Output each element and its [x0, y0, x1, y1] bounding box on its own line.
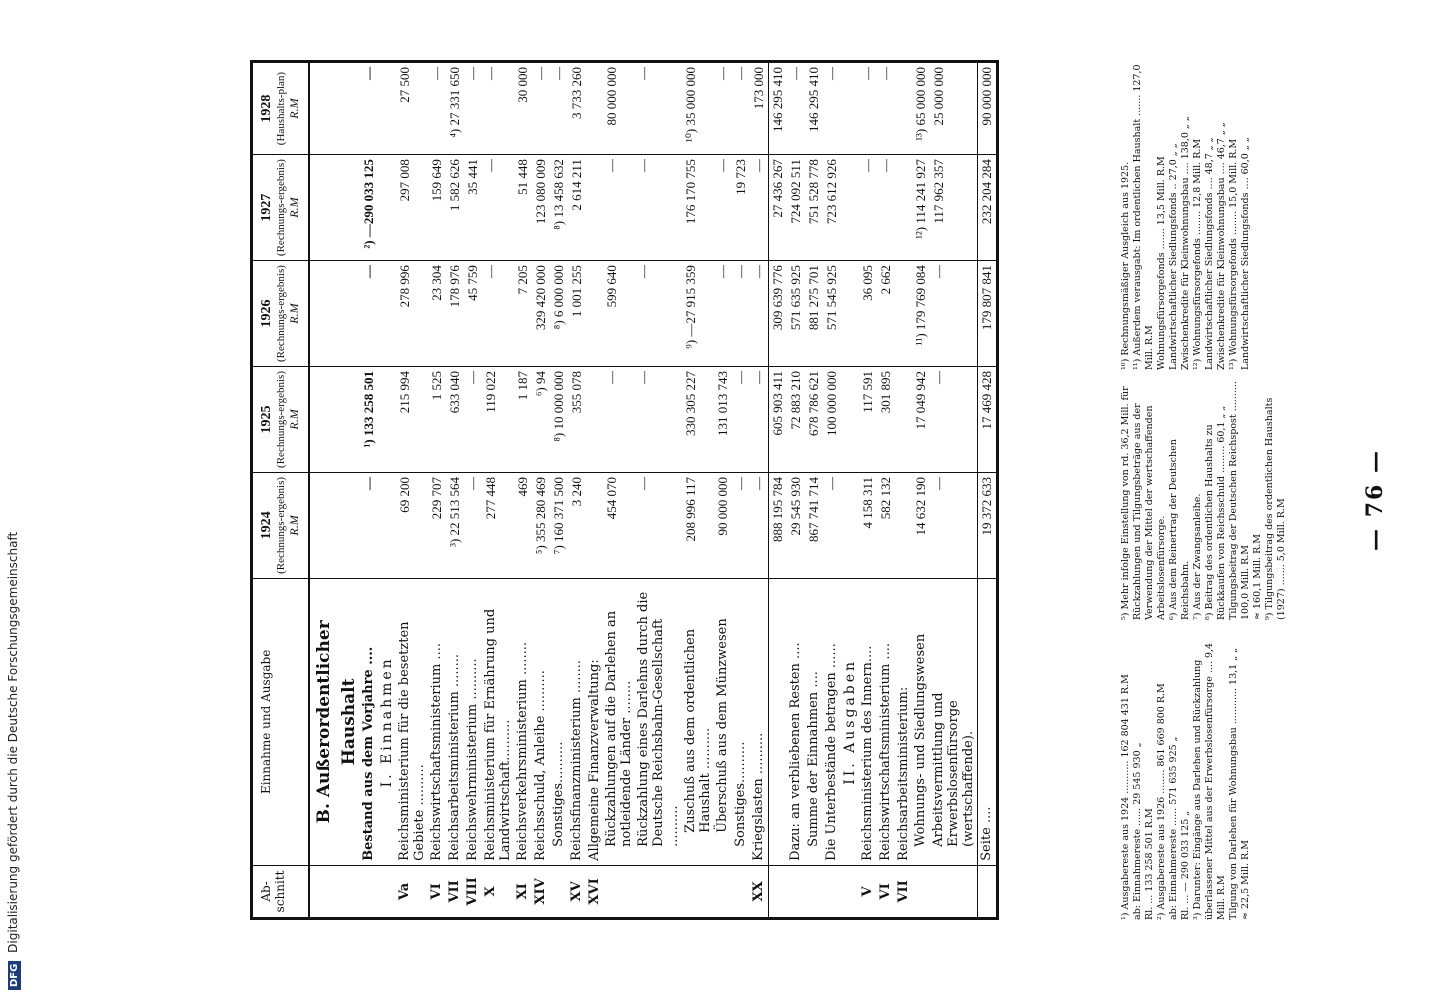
value-cell: 309 639 776 — [769, 261, 788, 367]
value-cell: 229 707 — [428, 472, 446, 578]
value-cell: — — [877, 155, 895, 261]
footnote: ⁵) Mehr infolge Einstellung von rd. 36,2 Mill. für Rückzahlungen und Tilgungsbeträge aus der Verwendung der Mittel der wertschaffenden Arbeitslosenfürsorge. — [1120, 386, 1167, 620]
table-subtitle — [335, 62, 360, 919]
footnote: ab: Einnahmereste ...... 29 545 930 „ — [1132, 742, 1143, 920]
description-cell: Reichsfinanzministerium ........ — [568, 578, 586, 865]
value-cell: — — [732, 261, 750, 367]
section-cell: VI — [428, 865, 446, 918]
page-number: — 76 — — [1362, 449, 1388, 551]
value-cell: 678 786 621 — [805, 367, 823, 473]
value-cell: ⁸) 10 000 000 — [550, 367, 568, 473]
footnote: ≈ 22,5 Mill. R.M — [1240, 840, 1251, 920]
footnote: ⁶) Aus dem Reinertrag der Deutschen Reichsbahn. — [1168, 439, 1191, 620]
heading-cell: Haushalt — [335, 578, 360, 865]
section-cell — [360, 865, 378, 918]
dfg-logo-icon: DFG — [8, 961, 21, 990]
section-cell — [309, 865, 335, 918]
value-cell: — — [732, 367, 750, 473]
summe-einnahmen-row — [805, 62, 823, 919]
value-cell: 582 132 — [877, 472, 895, 578]
value-cell: 297 008 — [396, 155, 428, 261]
value-cell: 176 170 755 — [682, 155, 714, 261]
value-cell: — — [750, 261, 769, 367]
footnotes-left — [1120, 630, 1252, 920]
value-cell: 4 158 311 — [859, 472, 877, 578]
value-cell: — — [930, 367, 978, 473]
value-cell: 23 304 — [428, 261, 446, 367]
footnote: Rl. ... — 290 033 125 „ — [1180, 810, 1191, 920]
value-cell: 173 000 — [750, 62, 769, 155]
value-cell: — — [930, 472, 978, 578]
description-cell: Reichsverkehrsministerium ........ — [514, 578, 532, 865]
value-cell: 278 996 — [396, 261, 428, 367]
value-cell: 1 525 — [428, 367, 446, 473]
header-year: 1925 (Rechnungs-ergebnis) R.M — [252, 367, 310, 473]
table-row — [568, 62, 586, 919]
unterbestaende-row — [823, 62, 841, 919]
value-cell: 232 204 284 — [978, 155, 998, 261]
value-cell — [378, 367, 396, 473]
value-cell: — — [635, 155, 682, 261]
value-cell: — — [360, 261, 378, 367]
value-cell: ¹³) 65 000 000 — [912, 62, 930, 155]
section-cell — [912, 865, 930, 918]
value-cell: — — [877, 62, 895, 155]
value-cell: — — [859, 62, 877, 155]
value-cell: 17 049 942 — [912, 367, 930, 473]
value-cell: 301 895 — [877, 367, 895, 473]
description-cell: Reichswirtschaftsministerium .... — [428, 578, 446, 865]
footnote: ³) Darunter: Eingänge aus Darlehen und Rückzahlung überlassener Mittel aus der Erwerbslosenfürsorge .... 9,4 Mill. R.M — [1192, 642, 1227, 920]
value-cell: 724 092 511 — [787, 155, 805, 261]
footnote: ⁷) Aus der Zwangsanleihe. — [1192, 493, 1203, 620]
value-cell: ⁵) 355 280 469 — [532, 472, 550, 578]
value-cell — [841, 155, 859, 261]
section-cell — [682, 865, 714, 918]
section-cell: VII — [446, 865, 464, 918]
value-cell — [841, 62, 859, 155]
value-cell: — — [482, 261, 514, 367]
section-cell: VII — [895, 865, 912, 918]
value-cell: — — [532, 62, 550, 155]
value-cell: ⁷) 160 371 500 — [550, 472, 568, 578]
dazu-row — [787, 62, 805, 919]
table-row — [682, 62, 714, 919]
footnote: ¹) Ausgabereste aus 1924 ........... 162 804 431 R.M — [1120, 674, 1131, 920]
section-cell — [841, 865, 859, 918]
value-cell: — — [930, 261, 978, 367]
value-cell: 571 635 925 — [787, 261, 805, 367]
footnote: ¹⁰) Rechnungsmäßiger Ausgleich aus 1925. — [1120, 161, 1131, 370]
footnote: ⁸) Beitrag des ordentlichen Haushalts zu Rückkaufen von Reichsschuld ......... 60,1 „ „ — [1204, 405, 1227, 620]
description-cell: Seite .... — [978, 578, 998, 865]
value-cell: 178 976 — [446, 261, 464, 367]
value-cell: 751 528 778 — [805, 155, 823, 261]
value-cell — [309, 62, 335, 155]
value-cell: 146 295 410 — [769, 62, 788, 155]
value-cell: 35 441 — [464, 155, 482, 261]
value-cell: — — [360, 62, 378, 155]
value-cell: ¹¹) 179 769 084 — [912, 261, 930, 367]
table-row — [514, 62, 532, 919]
section-cell — [732, 865, 750, 918]
value-cell: ³) 22 513 564 — [446, 472, 464, 578]
section-cell — [930, 865, 978, 918]
description-cell: Reichsministerium für Ernährung und Landwirtschaft.......... — [482, 578, 514, 865]
value-cell: 51 448 — [514, 155, 532, 261]
description-cell: Dazu: an verbliebenen Resten .... — [787, 578, 805, 865]
value-cell: ⁴) 27 331 650 — [446, 62, 464, 155]
value-cell: 69 200 — [396, 472, 428, 578]
value-cell: 80 000 000 — [603, 62, 635, 155]
value-cell: 208 996 117 — [682, 472, 714, 578]
value-cell: 29 545 930 — [787, 472, 805, 578]
value-cell — [378, 472, 396, 578]
value-cell: ¹) 133 258 501 — [360, 367, 378, 473]
section-cell — [823, 865, 841, 918]
value-cell: 36 095 — [859, 261, 877, 367]
value-cell: 25 000 000 — [930, 62, 978, 155]
section-cell — [978, 865, 998, 918]
value-cell: 17 469 428 — [978, 367, 998, 473]
value-cell: 277 448 — [482, 472, 514, 578]
description-cell: Reichsarbeitsministerium ........ — [446, 578, 464, 865]
value-cell — [309, 472, 335, 578]
footnote: Zwischenkredite für Kleinwohnungsbau .... 138,0 „ „ — [1180, 116, 1191, 370]
description-cell: Allgemeine Finanzverwaltung: — [586, 578, 603, 865]
table-row — [532, 62, 550, 919]
value-cell: ¹⁰) 35 000 000 — [682, 62, 714, 155]
header-year: 1927 (Rechnungs-ergebnis) R.M — [252, 155, 310, 261]
value-cell: — — [635, 367, 682, 473]
value-cell: 329 420 000 — [532, 261, 550, 367]
value-cell: 1 001 255 — [568, 261, 586, 367]
table-row — [446, 62, 464, 919]
value-cell: — — [750, 367, 769, 473]
value-cell: 90 000 000 — [978, 62, 998, 155]
value-cell: — — [360, 472, 378, 578]
footnote: Landwirtschaftlicher Siedlungsfonds .... 60,0 „ „ — [1240, 137, 1251, 370]
table-row — [586, 62, 603, 919]
value-cell: — — [482, 155, 514, 261]
value-cell: — — [635, 261, 682, 367]
value-cell: 123 080 009 — [532, 155, 550, 261]
section-cell: VIII — [464, 865, 482, 918]
value-cell: 330 305 227 — [682, 367, 714, 473]
value-cell: 117 962 357 — [930, 155, 978, 261]
section-cell: X — [482, 865, 514, 918]
header-description: Einnahme und Ausgabe — [252, 578, 310, 865]
table-row — [464, 62, 482, 919]
section-cell — [769, 865, 788, 918]
description-cell: Reichsministerium für die besetzten Gebiete .......... — [396, 578, 428, 865]
section-cell: Va — [396, 865, 428, 918]
footnote: Landwirtschaftlicher Siedlungsfonds .. 27,0 „ „ — [1168, 143, 1179, 370]
value-cell — [586, 472, 603, 578]
footnotes-right — [1120, 60, 1252, 370]
heading-cell: II. Ausgaben — [841, 578, 859, 865]
description-cell: Überschuß aus dem Münzwesen — [714, 578, 732, 865]
table-row — [732, 62, 750, 919]
description-cell: Bestand aus dem Vorjahre .... — [360, 578, 378, 865]
value-cell — [895, 472, 912, 578]
section-cell — [550, 865, 568, 918]
footnote: ²) Ausgabereste aus 1926 ........ 861 669 800 R.M — [1156, 683, 1167, 920]
section-cell: XVI — [586, 865, 603, 918]
value-cell: — — [550, 62, 568, 155]
table-row — [750, 62, 769, 919]
value-cell: — — [714, 62, 732, 155]
value-cell: — — [428, 62, 446, 155]
value-cell — [335, 472, 360, 578]
header-section: Ab-schnitt — [252, 865, 310, 918]
value-cell — [335, 261, 360, 367]
table-body — [252, 62, 998, 919]
value-cell: 571 545 925 — [823, 261, 841, 367]
value-cell — [895, 367, 912, 473]
value-cell — [335, 155, 360, 261]
footnote: ab: Einnahmereste ...... 571 635 925 „ — [1168, 736, 1179, 920]
value-cell: — — [750, 472, 769, 578]
value-cell: 888 195 784 — [769, 472, 788, 578]
table-title — [309, 62, 335, 919]
value-cell: — — [787, 62, 805, 155]
header-row — [252, 62, 310, 919]
description-cell: Reichsschuld, Anleihe .......... — [532, 578, 550, 865]
footnote: Landwirtschaftlicher Siedlungsfonds .... 48,7 „ „ — [1204, 137, 1215, 370]
section-cell: XIV — [532, 865, 550, 918]
value-cell — [309, 367, 335, 473]
header-year: 1926 (Rechnungs-ergebnis) R.M — [252, 261, 310, 367]
description-cell: Arbeitsvermittlung und Erwerbslosenfürsorge (wertschaffende). — [930, 578, 978, 865]
value-cell: 119 022 — [482, 367, 514, 473]
value-cell: 454 070 — [603, 472, 635, 578]
section-cell — [603, 865, 635, 918]
value-cell — [586, 367, 603, 473]
value-cell: 30 000 — [514, 62, 532, 155]
value-cell: 3 240 — [568, 472, 586, 578]
value-cell: 117 591 — [859, 367, 877, 473]
description-cell: Summe der Einnahmen .... — [805, 578, 823, 865]
value-cell: ⁶) 94 — [532, 367, 550, 473]
value-cell: 3 733 260 — [568, 62, 586, 155]
value-cell: 7 205 — [514, 261, 532, 367]
table-row — [912, 62, 930, 919]
footnote: Tilgungsbeitrag der Deutschen Reichspost .......... 100,0 Mill. R.M — [1228, 381, 1251, 620]
value-cell: 469 — [514, 472, 532, 578]
value-cell — [586, 261, 603, 367]
section-cell — [378, 865, 396, 918]
value-cell — [586, 155, 603, 261]
value-cell: — — [464, 62, 482, 155]
value-cell — [586, 62, 603, 155]
table-row — [930, 62, 978, 919]
section-cell: XV — [568, 865, 586, 918]
footnote: Zwischenkredite für Kleinwohnungsbau .... 46,7 „ „ — [1216, 122, 1227, 370]
description-cell: Sonstiges.......... — [732, 578, 750, 865]
section-cell: V — [859, 865, 877, 918]
budget-table — [250, 60, 999, 920]
table-row — [550, 62, 568, 919]
heading-cell: B. Außerordentlicher — [309, 578, 335, 865]
footnote: ≈ 160,1 Mill. R.M — [1252, 534, 1263, 620]
value-cell: 14 632 190 — [912, 472, 930, 578]
footnote: Wohnungsfürsorgefonds ....... 13,5 Mill. R.M — [1156, 156, 1167, 370]
section-cell — [787, 865, 805, 918]
value-cell: — — [635, 472, 682, 578]
value-cell: 1 582 626 — [446, 155, 464, 261]
description-cell: Wohnungs- und Siedlungswesen — [912, 578, 930, 865]
value-cell: — — [732, 62, 750, 155]
value-cell: 723 612 926 — [823, 155, 841, 261]
table-row — [859, 62, 877, 919]
value-cell: — — [603, 367, 635, 473]
value-cell: ⁸) 6 000 000 — [550, 261, 568, 367]
value-cell: 605 903 411 — [769, 367, 788, 473]
value-cell: — — [823, 62, 841, 155]
description-cell: Kriegslasten .......... — [750, 578, 769, 865]
table-row — [895, 62, 912, 919]
summe-row — [769, 62, 788, 919]
bestand-row — [360, 62, 378, 919]
value-cell: — — [823, 472, 841, 578]
value-cell: — — [732, 472, 750, 578]
description-cell: Zuschuß aus dem ordentlichen Haushalt .......... — [682, 578, 714, 865]
value-cell: 90 000 000 — [714, 472, 732, 578]
value-cell: 1 187 — [514, 367, 532, 473]
value-cell: 27 436 267 — [769, 155, 788, 261]
value-cell: 881 275 701 — [805, 261, 823, 367]
section-cell — [335, 865, 360, 918]
section-cell: XI — [514, 865, 532, 918]
description-cell: Rückzahlungen auf die Darlehen an notleidende Länder ........ — [603, 578, 635, 865]
value-cell: 19 372 633 — [978, 472, 998, 578]
credit-text: Digitalisierung gefördert durch die Deutsche Forschungsgemeinschaft — [6, 531, 20, 953]
dfg-credit — [6, 532, 21, 990]
value-cell: — — [603, 155, 635, 261]
value-cell: 215 994 — [396, 367, 428, 473]
table-row — [603, 62, 635, 919]
ausgaben-heading — [841, 62, 859, 919]
footnote: ¹³) Wohnungsfürsorgefonds ........ 15,0 Mill. R.M — [1228, 138, 1239, 370]
value-cell: ⁸) 13 458 632 — [550, 155, 568, 261]
value-cell: 2 614 211 — [568, 155, 586, 261]
value-cell: 599 640 — [603, 261, 635, 367]
value-cell — [335, 62, 360, 155]
value-cell: 100 000 000 — [823, 367, 841, 473]
value-cell — [895, 155, 912, 261]
value-cell: — — [714, 155, 732, 261]
description-cell: Die Unterbestände betragen ...... — [823, 578, 841, 865]
value-cell — [895, 261, 912, 367]
value-cell — [841, 472, 859, 578]
description-cell: Reichswirtschaftsministerium .... — [877, 578, 895, 865]
value-cell: 867 741 714 — [805, 472, 823, 578]
value-cell: ¹²) 114 241 927 — [912, 155, 930, 261]
value-cell — [895, 62, 912, 155]
footnote: Rl. ... 133 258 501 R.M — [1144, 808, 1155, 920]
footnote: ⁹) Tilgungsbeitrag des ordentlichen Haushalts (1927) ....... 5,0 Mill. R.M — [1264, 397, 1287, 620]
seite-total-row — [978, 62, 998, 919]
footnote: Tilgung von Darlehen für Wohnungsbau ............ 13,1 „ „ — [1228, 647, 1239, 920]
value-cell: 19 723 — [732, 155, 750, 261]
value-cell — [378, 155, 396, 261]
description-cell: Sonstiges.......... — [550, 578, 568, 865]
value-cell: ⁹) —27 915 359 — [682, 261, 714, 367]
value-cell — [841, 261, 859, 367]
value-cell: — — [464, 472, 482, 578]
section-cell — [805, 865, 823, 918]
description-cell: Reichsministerium des Innern.... — [859, 578, 877, 865]
value-cell: 159 649 — [428, 155, 446, 261]
section-cell: XX — [750, 865, 769, 918]
table-row — [396, 62, 428, 919]
value-cell: 2 662 — [877, 261, 895, 367]
section-cell: VI — [877, 865, 895, 918]
value-cell: — — [464, 367, 482, 473]
value-cell: 355 078 — [568, 367, 586, 473]
table-row — [714, 62, 732, 919]
value-cell — [309, 261, 335, 367]
table-row — [635, 62, 682, 919]
value-cell — [841, 367, 859, 473]
value-cell: 146 295 410 — [805, 62, 823, 155]
value-cell: — — [714, 261, 732, 367]
footnote: ¹²) Wohnungsfürsorgefonds ........ 12,8 Mill. R.M — [1192, 138, 1203, 370]
value-cell: 72 883 210 — [787, 367, 805, 473]
value-cell: 179 807 841 — [978, 261, 998, 367]
value-cell — [335, 367, 360, 473]
heading-cell: I. Einnahmen — [378, 578, 396, 865]
table-row — [428, 62, 446, 919]
footnotes-middle — [1120, 380, 1288, 620]
table-row — [482, 62, 514, 919]
value-cell: ²) —290 033 125 — [360, 155, 378, 261]
value-cell — [378, 261, 396, 367]
section-cell — [714, 865, 732, 918]
value-cell: 131 013 743 — [714, 367, 732, 473]
value-cell: 45 759 — [464, 261, 482, 367]
value-cell: 633 040 — [446, 367, 464, 473]
section-cell — [635, 865, 682, 918]
header-year: 1928 (Haushalts-plan) R.M — [252, 62, 310, 155]
header-year: 1924 (Rechnungs-ergebnis) R.M — [252, 472, 310, 578]
value-cell: — — [635, 62, 682, 155]
value-cell — [309, 155, 335, 261]
description-cell: Rückzahlung eines Darlehns durch die Deutsche Reichsbahn-Gesellschaft .......... — [635, 578, 682, 865]
value-cell: — — [482, 62, 514, 155]
value-cell: — — [859, 155, 877, 261]
table-row — [877, 62, 895, 919]
value-cell: 27 500 — [396, 62, 428, 155]
description-cell: Reichswehrministerium .......... — [464, 578, 482, 865]
footnote: ¹¹) Außerdem verausgabt: Im ordentlichen Haushalt ....... 127,0 Mill. R.M — [1132, 64, 1155, 370]
value-cell: — — [750, 155, 769, 261]
description-cell: Reichsarbeitsministerium: — [895, 578, 912, 865]
description-cell — [769, 578, 788, 865]
einnahmen-heading — [378, 62, 396, 919]
value-cell — [378, 62, 396, 155]
